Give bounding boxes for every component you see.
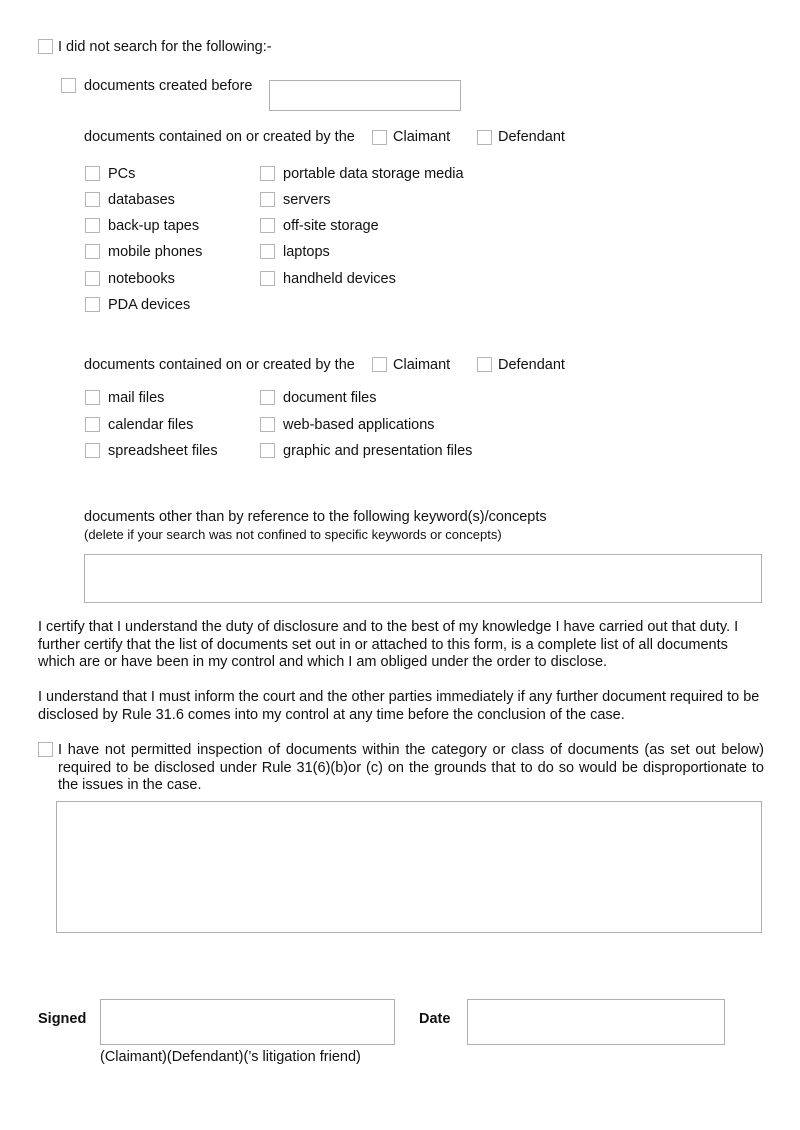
file-mail-label: mail files (108, 390, 165, 406)
device-offsite-storage-checkbox[interactable] (260, 218, 275, 233)
party-note: (Claimant)(Defendant)(’s litigation friend) (100, 1049, 361, 1065)
device-laptops-label: laptops (283, 244, 330, 260)
group2-defendant-label: Defendant (498, 357, 565, 373)
device-databases-checkbox[interactable] (85, 192, 100, 207)
file-calendar-checkbox[interactable] (85, 417, 100, 432)
file-web-apps-checkbox[interactable] (260, 417, 275, 432)
did-not-search-checkbox[interactable] (38, 39, 53, 54)
group1-defendant-checkbox[interactable] (477, 130, 492, 145)
group1-lead-label: documents contained on or created by the (84, 129, 355, 145)
did-not-search-label: I did not search for the following:- (58, 39, 272, 55)
device-notebooks-label: notebooks (108, 271, 175, 287)
group2-lead-label: documents contained on or created by the (84, 357, 355, 373)
file-graphic-label: graphic and presentation files (283, 443, 473, 459)
inspection-label: I have not permitted inspection of documents within the category or class of documents (as set out below) required to be disclosed under Rule 31(6)(b)or (c) on the grounds that to do so would be disproportionate to the issues in the case. (58, 742, 764, 793)
group1-claimant-label: Claimant (393, 129, 451, 145)
device-servers-label: servers (283, 192, 331, 208)
device-portable-media-label: portable data storage media (283, 166, 464, 182)
device-portable-media-checkbox[interactable] (260, 166, 275, 181)
file-document-label: document files (283, 390, 377, 406)
group2-claimant-label: Claimant (393, 357, 451, 373)
device-handheld-checkbox[interactable] (260, 271, 275, 286)
keywords-note: (delete if your search was not confined to specific keywords or concepts) (84, 527, 502, 542)
device-pcs-label: PCs (108, 166, 136, 182)
keywords-textarea[interactable] (84, 554, 762, 603)
device-mobile-phones-label: mobile phones (108, 244, 203, 260)
certification-paragraph-2: I understand that I must inform the court and the other parties immediately if any further document required to be disclosed by Rule 31.6 comes into my control at any time before the conclusion of the case. (38, 689, 760, 723)
device-pcs-checkbox[interactable] (85, 166, 100, 181)
date-label: Date (419, 1011, 451, 1027)
group1-defendant-label: Defendant (498, 129, 565, 145)
device-backup-tapes-checkbox[interactable] (85, 218, 100, 233)
device-backup-tapes-label: back-up tapes (108, 218, 200, 234)
file-mail-checkbox[interactable] (85, 390, 100, 405)
device-pda-checkbox[interactable] (85, 297, 100, 312)
file-document-checkbox[interactable] (260, 390, 275, 405)
device-mobile-phones-checkbox[interactable] (85, 244, 100, 259)
device-databases-label: databases (108, 192, 175, 208)
group2-defendant-checkbox[interactable] (477, 357, 492, 372)
signed-label: Signed (38, 1011, 87, 1027)
file-calendar-label: calendar files (108, 417, 194, 433)
inspection-checkbox[interactable] (38, 742, 53, 757)
created-before-checkbox[interactable] (61, 78, 76, 93)
file-spreadsheet-checkbox[interactable] (85, 443, 100, 458)
device-laptops-checkbox[interactable] (260, 244, 275, 259)
keywords-label: documents other than by reference to the following keyword(s)/concepts (84, 509, 547, 525)
signature-field[interactable] (100, 999, 395, 1045)
certification-paragraph-1: I certify that I understand the duty of disclosure and to the best of my knowledge I have carried out that duty. I further certify that the list of documents set out in or attached to this form, is a complete list of all documents which are or have been in my control and which I am obliged under the order to disclose. (38, 619, 739, 670)
group1-claimant-checkbox[interactable] (372, 130, 387, 145)
file-web-apps-label: web-based applications (283, 417, 435, 433)
file-graphic-checkbox[interactable] (260, 443, 275, 458)
device-handheld-label: handheld devices (283, 271, 396, 287)
device-servers-checkbox[interactable] (260, 192, 275, 207)
date-field[interactable] (467, 999, 725, 1045)
file-spreadsheet-label: spreadsheet files (108, 443, 218, 459)
created-before-date-field[interactable] (269, 80, 461, 111)
device-offsite-storage-label: off-site storage (283, 218, 379, 234)
device-notebooks-checkbox[interactable] (85, 271, 100, 286)
created-before-label: documents created before (84, 78, 253, 94)
group2-claimant-checkbox[interactable] (372, 357, 387, 372)
device-pda-label: PDA devices (108, 297, 191, 313)
inspection-textarea[interactable] (56, 801, 762, 933)
